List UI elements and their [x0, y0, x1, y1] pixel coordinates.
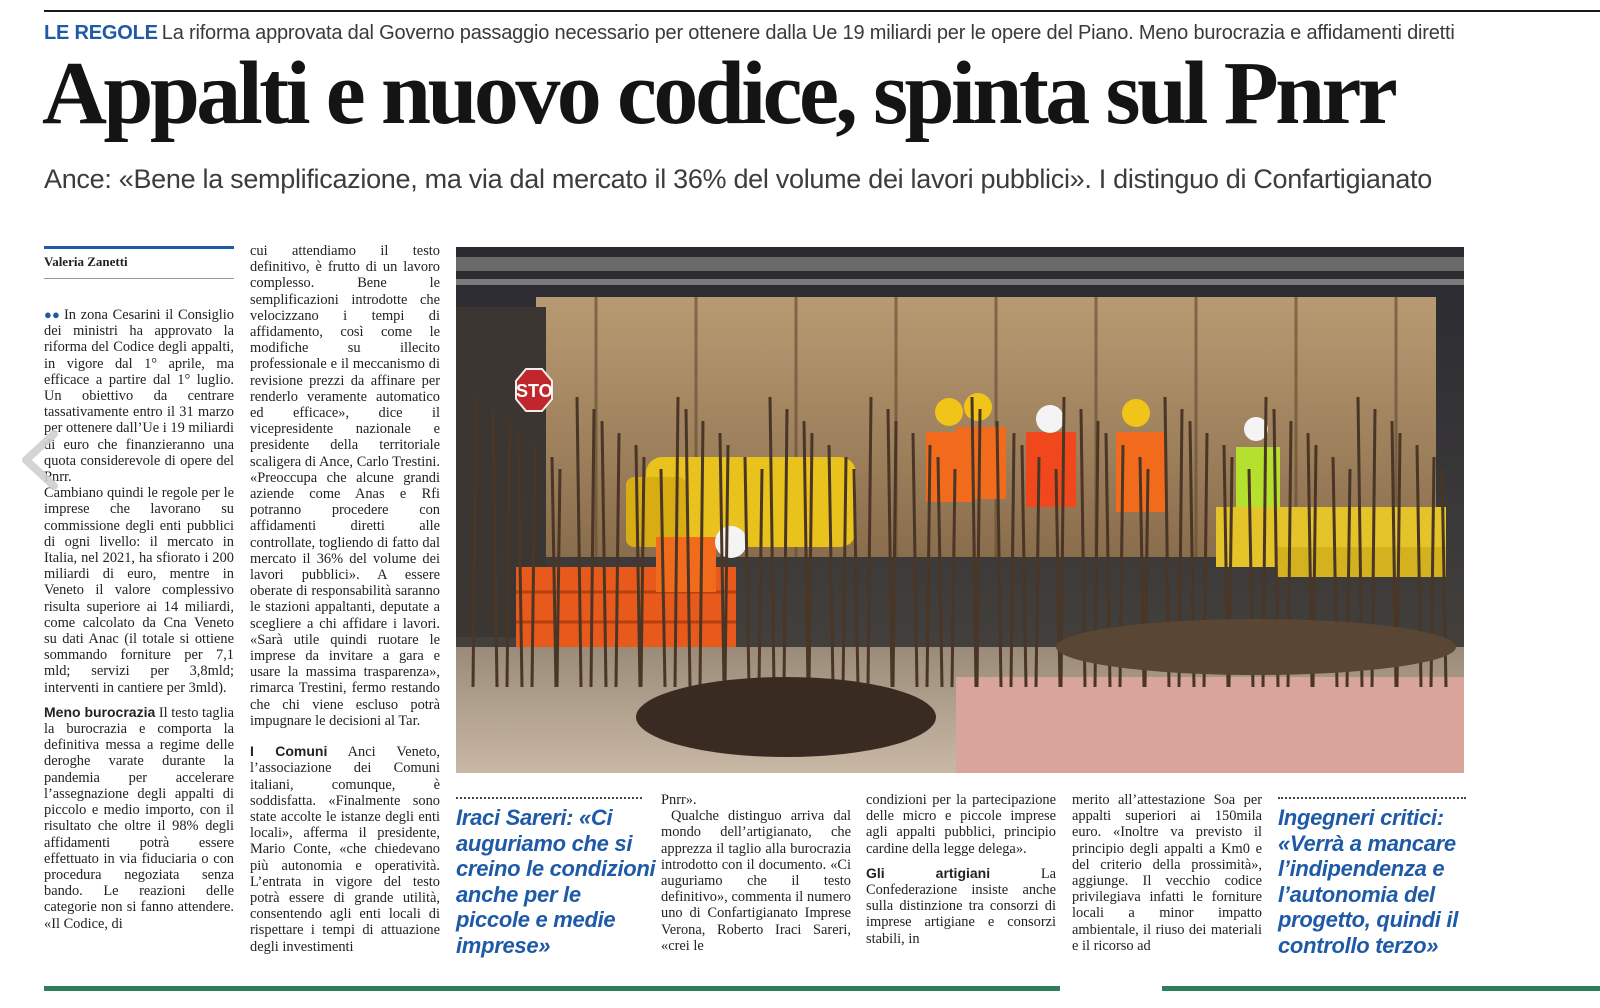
column-6 — [1072, 792, 1262, 954]
byline: Valeria Zanetti — [44, 254, 128, 269]
col1-para-1: ●● In zona Cesarini il Consiglio dei ministri ha approvato la riforma del Codice degli appalti, in vigore dal 1° aprile, ma efficace a partire dal 1° luglio. Un obiettivo da centrare tassativamente entro il 31 marzo per ottenere dall’Ue i 19 miliardi di euro che finanzieranno una quota considerevole di opere del Pnrr. — [44, 307, 234, 486]
pull-quote-2: Ingegneri critici: «Verrà a mancare l’indipendenza e l’autonomia del progetto, quindi il controllo terzo» — [1278, 805, 1459, 958]
stop-sign-text: STO — [516, 381, 553, 401]
construction-site-photo — [456, 247, 1464, 773]
subheading-meno-burocrazia: Meno burocrazia — [44, 703, 156, 720]
photo-illustration — [456, 247, 1464, 773]
column-2 — [250, 243, 440, 955]
subheading-gli-artigiani: Gli artigiani — [866, 864, 991, 881]
pull-quote-1-rule — [456, 797, 642, 799]
kicker — [44, 22, 1564, 45]
column-1 — [44, 307, 234, 932]
subhead: Ance: «Bene la semplificazione, ma via dal mercato il 36% del volume dei lavori pubblici». I distinguo di Confartigianato — [44, 164, 1432, 194]
bottom-color-bar-left — [44, 986, 1060, 991]
subheading-i-comuni: I Comuni — [250, 743, 328, 760]
pull-quote-2-rule — [1278, 797, 1466, 799]
kicker-label: LE REGOLE — [44, 22, 158, 44]
top-rule — [44, 10, 1600, 12]
kicker-text: La riforma approvata dal Governo passaggio necessario per ottenere dalla Ue 19 miliardi per le opere del Piano. Meno burocrazia e affidamenti diretti — [161, 22, 1455, 44]
col5-para-2: Gli artigiani La Confederazione insiste anche sulla distinzione tra consorzi di imprese artigiane e consorzi stabili, in — [866, 864, 1056, 947]
col4-para-2: Qualche distinguo arriva dal mondo dell’artigianato, che apprezza il taglio alla burocrazia introdotto con il documento. «Ci auguriamo che il testo definitivo», commenta il numero uno di Confartigianato Imprese Verona, Roberto Iraci Sareri, «crei le — [661, 808, 851, 954]
col6-para-1: merito all’attestazione Soa per appalti superiori ai 150mila euro. «Inoltre va previsto il principio degli appalti a Km0 e del criterio della prossimità», aggiunge. Il vecchio codice privilegiava infatti le forniture locali a minor impatto ambientale, il riuso dei materiali e il ricorso ad — [1072, 792, 1262, 954]
col1-para-2: Cambiano quindi le regole per le imprese che lavorano su commissione degli enti pubblici di ogni livello: il mercato in Italia, nel 2021, ha sfiorato i 200 miliardi di euro, mentre in Veneto il valore complessivo risulta superiore ai 14 miliardi, come calcolato da Cna Veneto su dati Anac (il totale si ottiene sommando forniture per 7,1 mld; servizi per 3,8mld; interventi in cantiere per 3mld). — [44, 485, 234, 696]
column-4 — [661, 792, 851, 954]
col4-para-1: Pnrr». — [661, 792, 697, 808]
col5-para-1: condizioni per la partecipazione delle micro e piccole imprese agli appalti pubblici, principio cardine della legge delega». — [866, 792, 1056, 857]
bottom-color-bar-right — [1162, 986, 1600, 991]
byline-rule — [44, 246, 234, 249]
headline: Appalti e nuovo codice, spinta sul Pnrr — [42, 44, 1395, 143]
chevron-left-icon[interactable] — [10, 428, 70, 492]
col1-para-3: Meno burocrazia Il testo taglia la burocrazia e comporta la definitiva messa a regime delle deroghe varate durante la pandemia per accelerare l’assegnazione degli appalti di piccolo e medio importo, con il risultato che oltre il 98% degli affidamenti potrà essere effettuato in via fiduciaria o con procedura negoziata senza bando. Le reazioni delle categorie non si fanno attendere. «Il Codice, di — [44, 703, 234, 932]
column-5 — [866, 792, 1056, 947]
byline-divider — [44, 278, 234, 279]
lead-dots-icon: ●● — [44, 307, 60, 322]
col2-para-1: cui attendiamo il testo definitivo, è frutto di un lavoro complesso. Bene le semplificazioni introdotte che velocizzano i tempi di affidamento, così come le modifiche su illecito professionale e il meccanismo di revisione prezzi da affinare per renderlo veramente automatico ed efficace», dice il vicepresidente nazionale e presidente della territoriale scaligera di Ance, Carlo Trestini. «Preoccupa che alcune grandi aziende come Anas e Rfi potranno procedere con affidamenti diretti alle controllate, togliendo di fatto dal mercato il 36% del volume dei lavori pubblici». A essere oberate di responsabilità saranno le stazioni appaltanti, deputate a scegliere a chi affidare i lavori. «Sarà utile quindi ruotare le imprese da invitare a gara e usare la massima trasparenza», rimarca Trestini, fermo restando che chi viene escluso potrà impugnare le decisioni al Tar. — [250, 243, 440, 729]
pull-quote-1: Iraci Sareri: «Ci auguriamo che si creino le condizioni anche per le piccole e medie imprese» — [456, 805, 656, 958]
col2-para-2: I Comuni Anci Veneto, l’associazione dei Comuni italiani, comunque, è soddisfatta. «Finalmente sono state accolte le istanze degli enti locali», afferma il presidente, Mario Conte, «che chiedevano più autonomia e operatività. L’entrata in vigore del testo potrà essere di grande utilità, consentendo agli enti locali di rispettare i tempi di attuazione degli investimenti — [250, 743, 440, 955]
